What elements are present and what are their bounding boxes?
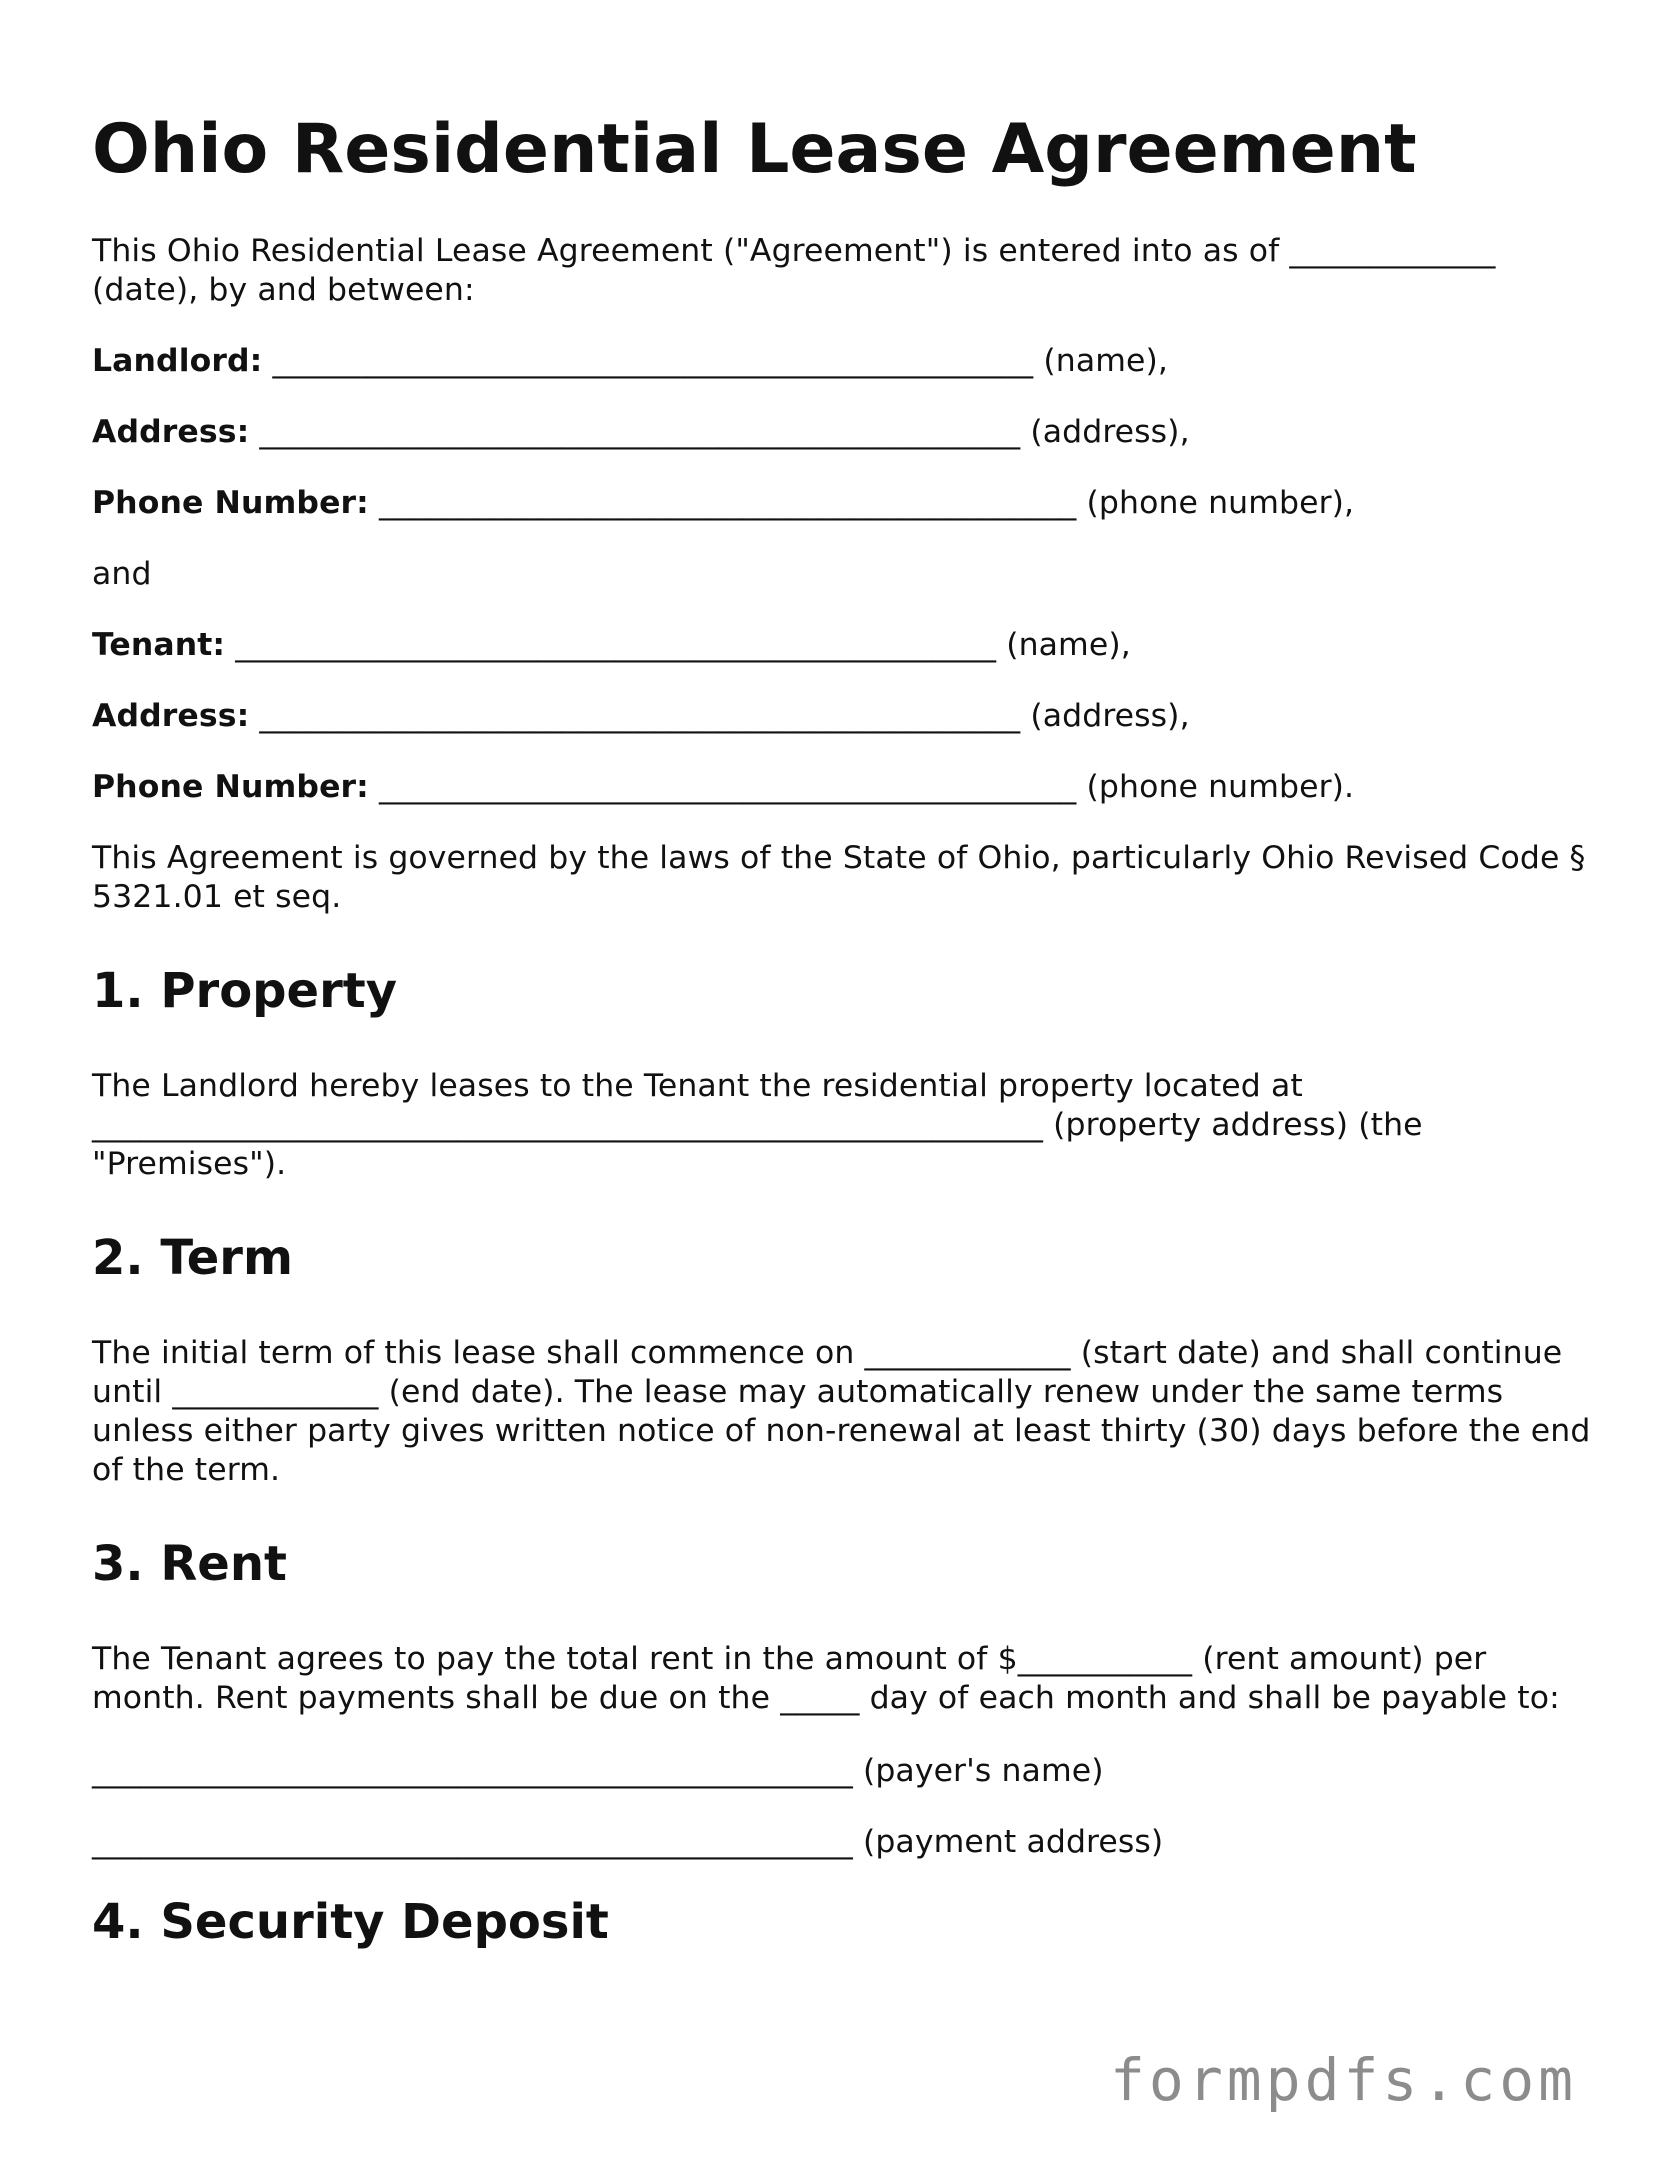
landlord-name-line xyxy=(92,342,1592,381)
watermark: formpdfs.com xyxy=(1110,2046,1578,2114)
tenant-phone-line xyxy=(92,768,1592,807)
document-title: Ohio Residential Lease Agreement xyxy=(92,110,1417,189)
rent-text: The Tenant agrees to pay the total rent in the amount of $ xyxy=(92,1641,1018,1677)
landlord-name-hint: (name), xyxy=(1043,343,1169,379)
end-date-blank[interactable]: _____________ xyxy=(172,1374,379,1410)
tenant-phone-label: Phone Number: xyxy=(92,769,369,805)
landlord-address-blank[interactable]: ________________________________________________ xyxy=(259,414,1021,450)
payment-address-blank[interactable]: ________________________________________________ xyxy=(92,1824,853,1860)
term-text-3: (end date). The lease may automatically renew under the same terms unless either party gives written notice of non-renewal at least thirty (30) days before the end of the term. xyxy=(92,1374,1591,1488)
intro-text-2: (date), by and between: xyxy=(92,272,475,308)
property-text-2: (property address) (the "Premises"). xyxy=(92,1107,1423,1182)
term-text-2: (start date) and shall continue until xyxy=(92,1335,1563,1410)
rent-text-3: day of each month and shall be payable to: xyxy=(869,1680,1560,1716)
payer-name-line xyxy=(92,1752,1592,1791)
document-page xyxy=(92,110,1592,1950)
rent-paragraph xyxy=(92,1640,1592,1718)
term-paragraph xyxy=(92,1334,1592,1490)
tenant-name-blank[interactable]: ________________________________________________ xyxy=(235,627,997,663)
property-text: The Landlord hereby leases to the Tenant the residential property located at xyxy=(92,1068,1303,1104)
tenant-name-label: Tenant: xyxy=(92,627,226,663)
governed-paragraph: This Agreement is governed by the laws of the State of Ohio, particularly Ohio Revised Code § 5321.01 et seq. xyxy=(92,840,1586,915)
property-paragraph xyxy=(92,1067,1592,1184)
tenant-address-label: Address: xyxy=(92,698,250,734)
tenant-phone-hint: (phone number). xyxy=(1086,769,1355,805)
tenant-address-blank[interactable]: ________________________________________________ xyxy=(259,698,1021,734)
start-date-blank[interactable]: _____________ xyxy=(864,1335,1071,1371)
payer-name-blank[interactable]: ________________________________________________ xyxy=(92,1753,853,1789)
landlord-address-label: Address: xyxy=(92,414,250,450)
landlord-address-hint: (address), xyxy=(1030,414,1190,450)
intro-text: This Ohio Residential Lease Agreement ("Agreement") is entered into as of xyxy=(92,233,1280,269)
tenant-name-line xyxy=(92,626,1592,665)
deposit-heading: 4. Security Deposit xyxy=(92,1894,609,1950)
landlord-phone-label: Phone Number: xyxy=(92,485,369,521)
rent-amount-blank[interactable]: ___________ xyxy=(1017,1641,1193,1677)
due-day-blank[interactable]: _____ xyxy=(780,1680,860,1716)
landlord-name-blank[interactable]: ________________________________________________ xyxy=(272,343,1034,379)
payment-address-line xyxy=(92,1823,1592,1862)
property-heading: 1. Property xyxy=(92,963,397,1019)
tenant-name-hint: (name), xyxy=(1006,627,1131,663)
property-address-blank[interactable]: ____________________________________________________________ xyxy=(92,1107,1043,1143)
landlord-name-label: Landlord: xyxy=(92,343,263,379)
landlord-phone-hint: (phone number), xyxy=(1086,485,1355,521)
landlord-phone-blank[interactable]: ____________________________________________ xyxy=(379,485,1077,521)
landlord-address-line xyxy=(92,413,1592,452)
and-text: and xyxy=(92,556,152,592)
payment-address-hint: (payment address) xyxy=(862,1824,1164,1860)
payer-name-hint: (payer's name) xyxy=(862,1753,1104,1789)
term-text: The initial term of this lease shall commence on xyxy=(92,1335,855,1371)
rent-heading: 3. Rent xyxy=(92,1536,287,1592)
tenant-address-line xyxy=(92,697,1592,736)
intro-paragraph xyxy=(92,232,1592,310)
term-heading: 2. Term xyxy=(92,1230,293,1286)
rent-text-2: (rent amount) per month. Rent payments shall be due on the xyxy=(92,1641,1487,1716)
landlord-phone-line xyxy=(92,484,1592,523)
tenant-phone-blank[interactable]: ____________________________________________ xyxy=(379,769,1077,805)
date-blank[interactable]: _____________ xyxy=(1289,233,1496,269)
tenant-address-hint: (address), xyxy=(1030,698,1190,734)
